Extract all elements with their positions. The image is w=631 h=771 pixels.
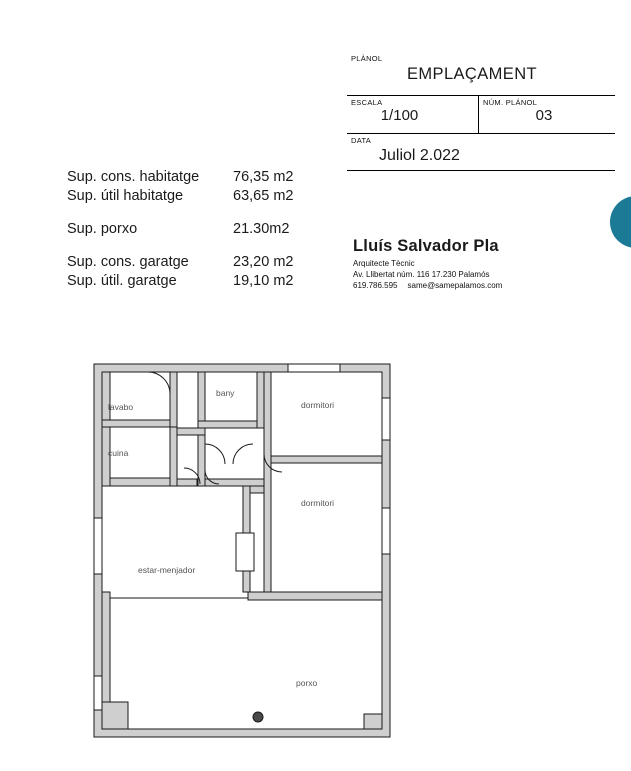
title-block bbox=[347, 52, 615, 171]
logo-circle-icon bbox=[610, 196, 631, 248]
surface-value: 21.30m2 bbox=[233, 221, 290, 237]
architect-address: Av. Llibertat núm. 116 17.230 Palamós bbox=[353, 270, 490, 279]
room-label: cuina bbox=[108, 448, 129, 458]
list-item bbox=[67, 168, 327, 187]
room-label: porxo bbox=[296, 678, 318, 688]
surface-label: Sup. útil. garatge bbox=[67, 273, 177, 289]
plan-number-value: 03 bbox=[535, 107, 553, 124]
surface-areas-list bbox=[67, 168, 327, 305]
surface-label: Sup. cons. garatge bbox=[67, 254, 189, 270]
surface-label: Sup. cons. habitatge bbox=[67, 169, 200, 185]
surface-value: 76,35 m2 bbox=[233, 169, 294, 185]
date-label: DATA bbox=[351, 136, 372, 145]
surface-label: Sup. útil habitatge bbox=[67, 188, 184, 204]
scale-label: ESCALA bbox=[351, 98, 383, 107]
architect-contact bbox=[353, 280, 603, 291]
plan-number-label: NÚM. PLÁNOL bbox=[483, 98, 538, 107]
room-label: dormitori bbox=[301, 400, 335, 410]
surface-group-garage bbox=[67, 253, 327, 291]
list-item bbox=[67, 272, 327, 291]
architect-name: Lluís Salvador Pla bbox=[353, 237, 499, 255]
plan-number-cell bbox=[479, 96, 615, 133]
room-label: bany bbox=[216, 388, 235, 398]
surface-value: 19,10 m2 bbox=[233, 273, 294, 289]
scale-value: 1/100 bbox=[380, 107, 419, 124]
title-block-scale-row bbox=[347, 96, 615, 134]
surface-value: 63,65 m2 bbox=[233, 188, 294, 204]
title-block-plan-row bbox=[347, 52, 615, 96]
plan-value: EMPLAÇAMENT bbox=[406, 65, 537, 83]
surface-group-dwelling bbox=[67, 168, 327, 206]
date-value: Juliol 2.022 bbox=[379, 147, 460, 164]
architect-role: Arquitecte Tècnic bbox=[353, 259, 415, 268]
list-item bbox=[67, 220, 327, 239]
scale-cell bbox=[347, 96, 479, 133]
list-item bbox=[67, 187, 327, 206]
plan-label: PLÀNOL bbox=[351, 54, 383, 63]
architect-block bbox=[353, 236, 603, 291]
architect-phone: 619.786.595 bbox=[353, 281, 398, 290]
room-label: dormitori bbox=[301, 498, 335, 508]
floor-plan bbox=[88, 358, 400, 743]
architect-email: same@samepalamos.com bbox=[407, 281, 503, 290]
surface-value: 23,20 m2 bbox=[233, 254, 294, 270]
room-label: estar-menjador bbox=[138, 565, 196, 575]
list-item bbox=[67, 253, 327, 272]
title-block-date-row bbox=[347, 134, 615, 171]
surface-group-porch bbox=[67, 220, 327, 239]
surface-label: Sup. porxo bbox=[67, 221, 138, 237]
room-label: lavabo bbox=[108, 402, 134, 412]
